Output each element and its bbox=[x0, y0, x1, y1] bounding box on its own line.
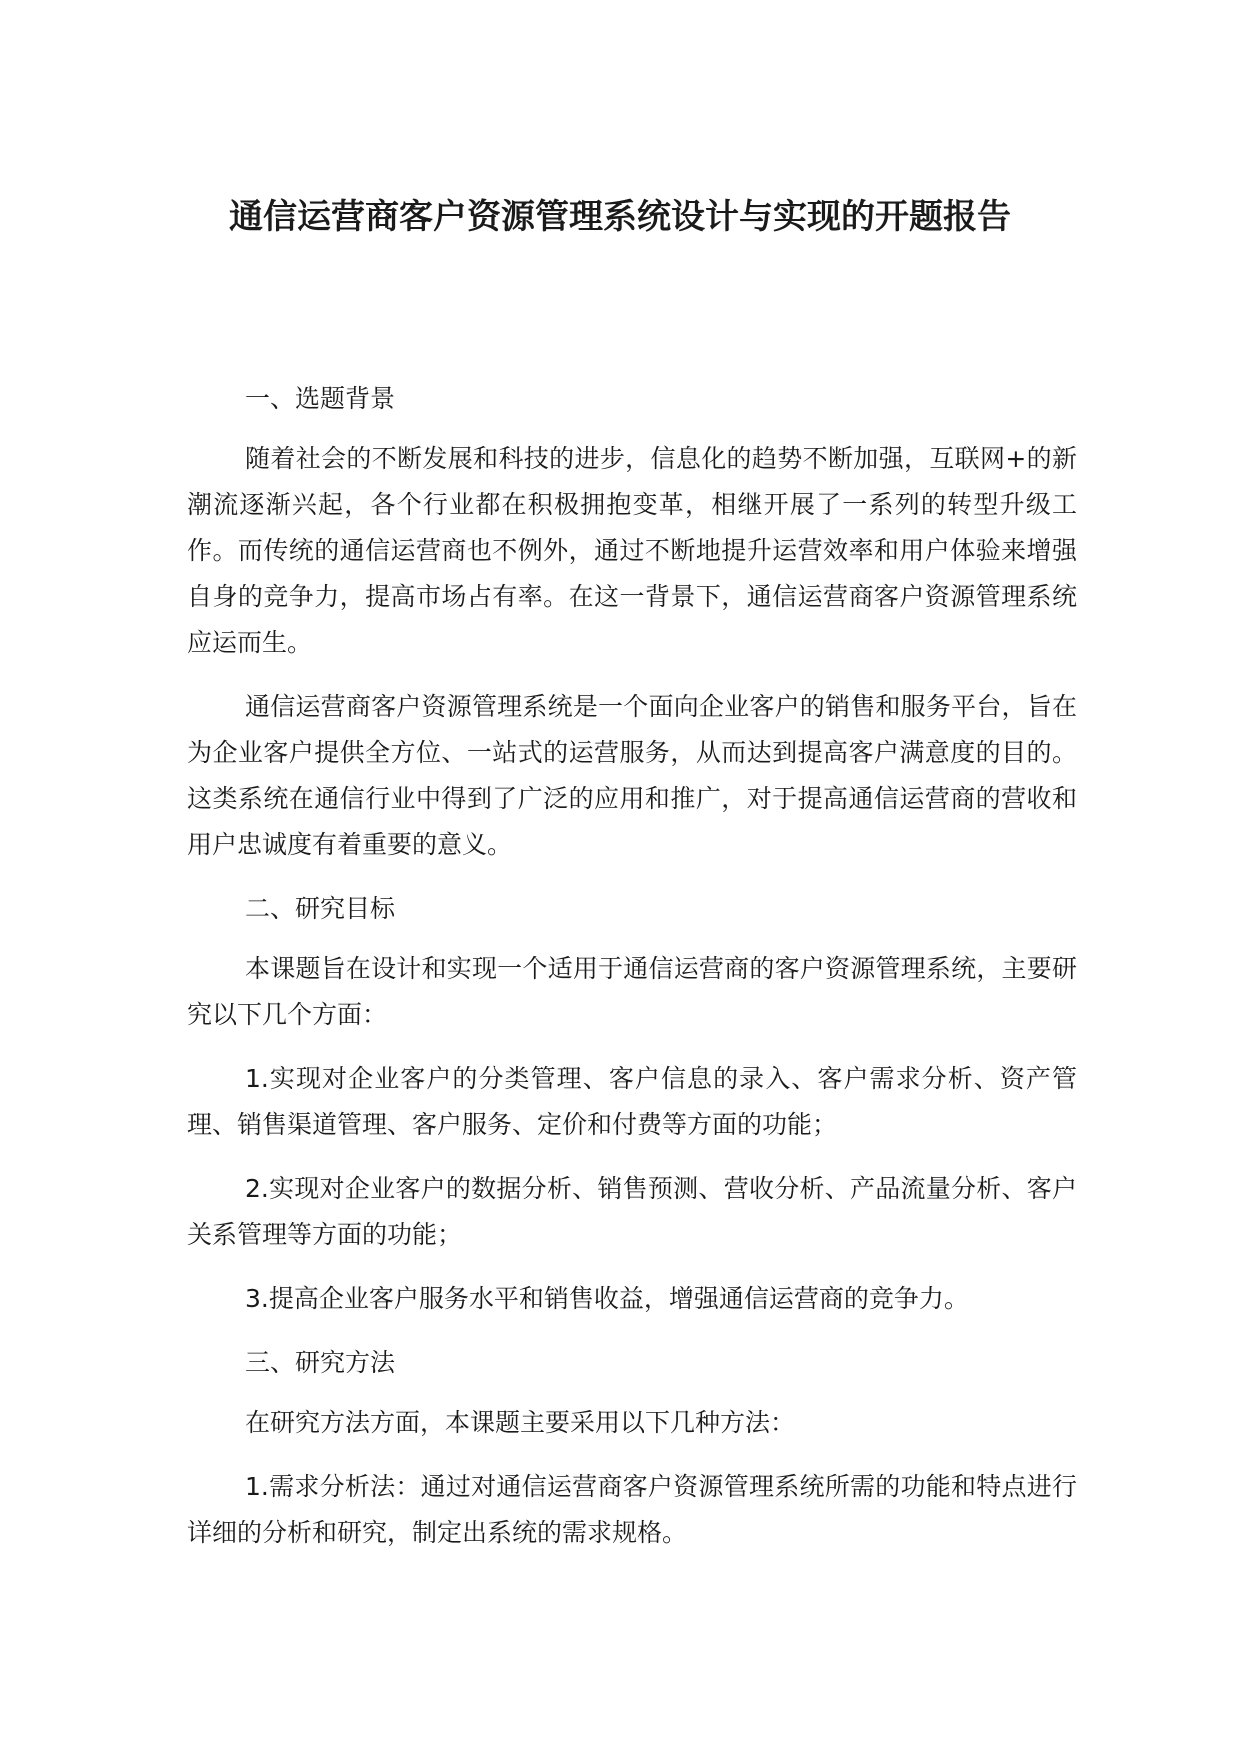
list-item: 1.实现对企业客户的分类管理、客户信息的录入、客户需求分析、资产管理、销售渠道管理、客户服务、定价和付费等方面的功能； bbox=[187, 1064, 1077, 1139]
list-item: 3.提高企业客户服务水平和销售收益，增强通信运营商的竞争力。 bbox=[245, 1284, 969, 1313]
section-heading-objectives: 二、研究目标 bbox=[245, 894, 396, 923]
paragraph: 随着社会的不断发展和科技的进步，信息化的趋势不断加强，互联网+的新潮流逐渐兴起，各个行业都在积极拥抱变革，相继开展了一系列的转型升级工作。而传统的通信运营商也不例外，通过不断地提升运营效率和用户体验来增强自身的竞争力，提高市场占有率。在这一背景下，通信运营商客户资源管理系统应运而生。 bbox=[187, 444, 1077, 657]
section-heading-background: 一、选题背景 bbox=[245, 384, 396, 413]
paragraph: 本课题旨在设计和实现一个适用于通信运营商的客户资源管理系统，主要研究以下几个方面： bbox=[187, 954, 1077, 1029]
document-title: 通信运营商客户资源管理系统设计与实现的开题报告 bbox=[229, 197, 1011, 237]
document-body bbox=[187, 376, 1077, 1574]
paragraph: 通信运营商客户资源管理系统是一个面向企业客户的销售和服务平台，旨在为企业客户提供全方位、一站式的运营服务，从而达到提高客户满意度的目的。这类系统在通信行业中得到了广泛的应用和推广，对于提高通信运营商的营收和用户忠诚度有着重要的意义。 bbox=[187, 692, 1077, 859]
list-item: 2.实现对企业客户的数据分析、销售预测、营收分析、产品流量分析、客户关系管理等方面的功能； bbox=[187, 1174, 1077, 1249]
paragraph: 在研究方法方面，本课题主要采用以下几种方法： bbox=[245, 1408, 796, 1437]
list-item: 1.需求分析法：通过对通信运营商客户资源管理系统所需的功能和特点进行详细的分析和研究，制定出系统的需求规格。 bbox=[187, 1472, 1077, 1547]
section-heading-methods: 三、研究方法 bbox=[245, 1348, 396, 1377]
